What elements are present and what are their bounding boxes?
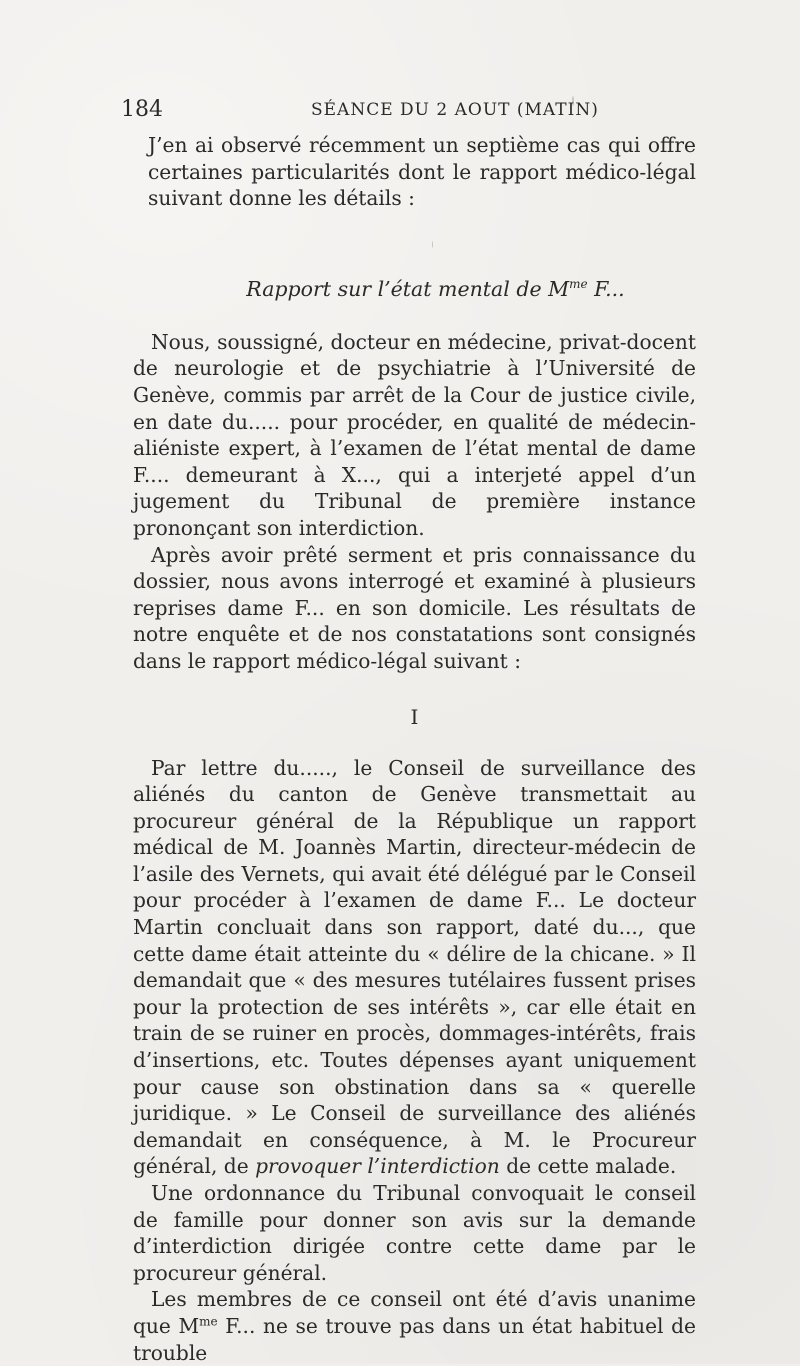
report-title-superscript: me (569, 276, 588, 291)
expert-commission-paragraph: Nous, soussigné, docteur en médecine, privat-docent de neurologie et de psychiatrie à l’Université de Genève, commis par arrêt de la Cour de justice civile, en date du..... pour procéder, en qualité de médecin-aliéniste expert, à l’examen de l’état mental de dame F.... demeurant à X..., qui a interjeté appel d’un jugement du Tribunal de première instance prononçant son interdiction. (133, 329, 696, 540)
document-body (133, 132, 696, 1366)
page-header (121, 96, 599, 124)
tribunal-paragraph: Une ordonnance du Tribunal convoquait le conseil de famille pour donner son avis sur la demande d’interdiction dirigée contre cette dame par le procureur général. (133, 1181, 696, 1285)
family-council-paragraph (133, 1286, 696, 1366)
family-council-text: Les membres de ce conseil ont été d’avis unanime que M (133, 1287, 696, 1338)
council-report-paragraph (133, 755, 696, 1181)
page-number: 184 (121, 97, 163, 122)
report-title-text: Rapport sur l’état mental de M (246, 276, 570, 301)
report-title-subject: F... (587, 276, 625, 301)
council-report-text: Par lettre du....., le Conseil de surveillance des aliénés du canton de Genève transmettait au procureur général de la République un rapport médical de M. Joannès Martin, directeur-médecin de l’asile des Vernets, qui avait été délégué par le Conseil pour procéder à l’examen de dame F... Le docteur Martin concluait dans son rapport, daté du..., que cette dame était atteinte du « délire de la chicane. » Il demandait que « des mesures tutélaires fussent prises pour la protection de ses intérêts », car elle était en train de se ruiner en procès, dommages-intérêts, frais d’insertions, etc. Toutes dépenses ayant uniquement pour cause son obstination dans sa « querelle juridique. » Le Conseil de surveillance des aliénés demandait en conséquence, à M. le Procureur général, de (133, 755, 696, 1179)
section-number: I (410, 704, 419, 729)
interdiction-emphasis: provoquer l’interdiction (255, 1154, 500, 1179)
running-head: SÉANCE DU 2 AOUT (MATIN) (311, 100, 599, 120)
report-title (154, 275, 717, 303)
family-council-continuation: F... ne se trouve pas dans un état habituel de trouble (133, 1313, 696, 1365)
family-council-superscript: me (199, 1314, 218, 1329)
council-report-ending: de cette malade. (499, 1154, 677, 1179)
examination-paragraph: Après avoir prêté serment et pris connaissance du dossier, nous avons interrogé et examiné à plusieurs reprises dame F... en son domicile. Les résultats de notre enquête et de nos constatations sont consignés dans le rapport médico-légal suivant : (133, 542, 696, 673)
introductory-paragraph: J’en ai observé récemment un septième cas qui offre certaines particularités dont le rapport médico-légal suivant donne les détails : (148, 133, 696, 211)
